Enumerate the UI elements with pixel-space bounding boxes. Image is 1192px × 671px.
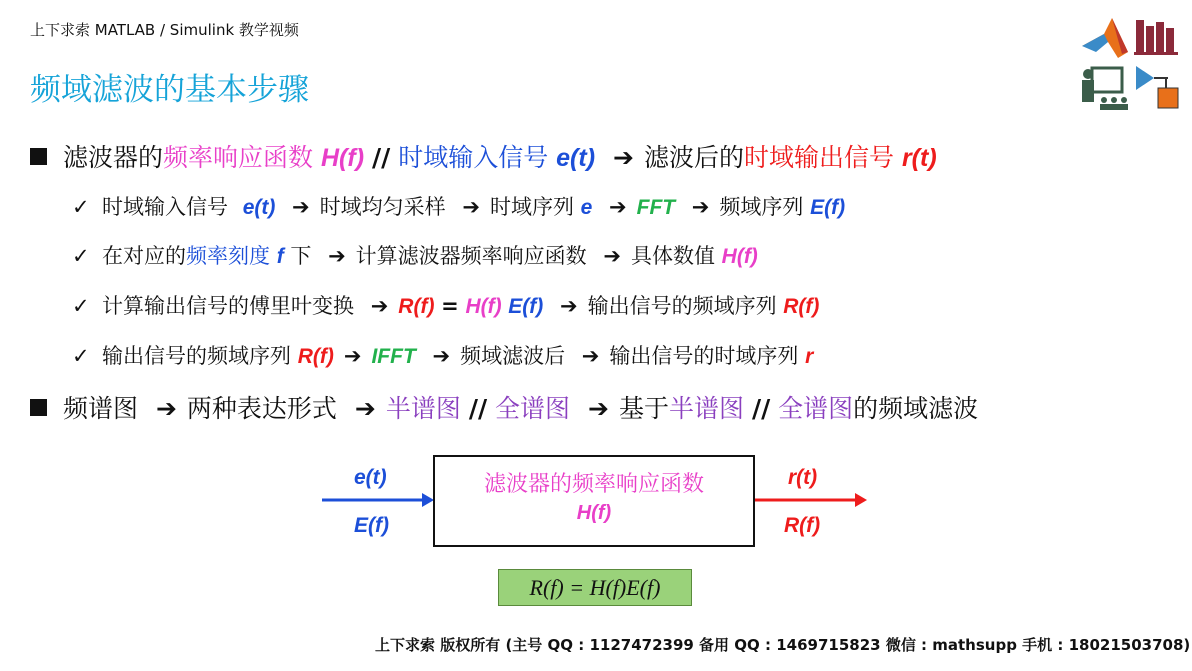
arrow-right-icon: ➔ <box>370 294 389 318</box>
arrow-right-icon: ➔ <box>588 394 609 423</box>
b1-rt: r(t) <box>901 144 937 172</box>
filter-box <box>433 455 755 547</box>
s3-a: 计算输出信号的傅里叶变换 <box>102 294 354 318</box>
s3-f: 输出信号的频域序列 <box>587 294 777 318</box>
arrow-right-icon: ➔ <box>603 244 621 268</box>
arrow-right-icon: ➔ <box>354 394 376 423</box>
b1-text-5: 时域输出信号 <box>743 143 894 172</box>
s3-g: R(f) <box>783 295 820 318</box>
arrow-right-icon: ➔ <box>559 294 578 318</box>
b2-h: // <box>751 394 771 423</box>
check-icon: ✓ <box>72 344 90 368</box>
s2-f: 具体数值 <box>630 244 715 268</box>
filter-box-title: 滤波器的频率响应函数 <box>483 472 704 497</box>
s3-d: H(f) <box>465 295 502 318</box>
s1-c: 时域均匀采样 <box>319 195 446 219</box>
s1-g: 频域序列 <box>719 195 804 219</box>
footer-copyright: 上下求索 版权所有 (主号 QQ : 1127472399 备用 QQ : 1469715823 微信 : mathsupp 手机 : 18021503708) <box>375 636 1191 654</box>
check-icon: ✓ <box>72 195 90 219</box>
s1-e: e <box>580 196 593 219</box>
check-icon: ✓ <box>72 244 90 268</box>
slide-title: 频域滤波的基本步骤 <box>30 72 309 108</box>
output-label-time: r(t) <box>788 466 818 489</box>
output-arrowhead <box>855 493 867 507</box>
b1-hf: H(f) <box>320 144 365 172</box>
b1-text-1: 滤波器的 <box>63 143 164 172</box>
b2-f: 基于 <box>618 394 669 423</box>
check-icon: ✓ <box>72 294 90 318</box>
s2-d: 下 <box>290 244 312 268</box>
arrow-right-icon: ➔ <box>155 394 177 423</box>
b1-text-2: 频率响应函数 <box>163 143 314 172</box>
s1-a: 时域输入信号 <box>102 195 228 219</box>
s3-c: = <box>441 294 459 318</box>
s1-f: FFT <box>636 196 676 219</box>
arrow-right-icon: ➔ <box>343 344 362 368</box>
b1-text-4: 滤波后的 <box>643 143 744 172</box>
s2-a: 在对应的 <box>102 244 186 268</box>
s4-e: 输出信号的时域序列 <box>609 344 799 368</box>
arrow-right-icon: ➔ <box>613 143 634 172</box>
filter-box-hf: H(f) <box>576 502 612 524</box>
arrow-right-icon: ➔ <box>691 195 710 219</box>
arrow-right-icon: ➔ <box>292 195 310 219</box>
header-text: 上下求索 MATLAB / Simulink 教学视频 <box>30 21 299 39</box>
s4-f: r <box>805 345 814 368</box>
s3-e: E(f) <box>508 295 544 318</box>
formula-box <box>498 569 692 606</box>
s3-b: R(f) <box>398 295 435 318</box>
b2-e: 全谱图 <box>495 394 571 423</box>
b2-c: 半谱图 <box>385 394 461 423</box>
arrow-right-icon: ➔ <box>432 344 451 368</box>
arrow-right-icon: ➔ <box>462 195 480 219</box>
b2-b: 两种表达形式 <box>186 394 337 423</box>
b1-text-3: 时域输入信号 <box>398 143 549 172</box>
s4-a: 输出信号的频域序列 <box>102 344 291 368</box>
s4-b: R(f) <box>297 345 334 368</box>
b1-et: e(t) <box>556 144 596 172</box>
arrow-right-icon: ➔ <box>328 244 346 268</box>
output-label-freq: R(f) <box>784 514 821 537</box>
s2-c: f <box>276 245 284 268</box>
b2-g: 半谱图 <box>668 394 744 423</box>
s1-h: E(f) <box>810 196 846 219</box>
b1-sep: // <box>371 143 391 172</box>
s2-g: H(f) <box>721 245 758 268</box>
s1-b: e(t) <box>242 196 276 219</box>
s4-d: 频域滤波后 <box>460 344 566 368</box>
b2-a: 频谱图 <box>63 394 139 423</box>
input-label-time: e(t) <box>354 466 387 489</box>
b2-j: 的频域滤波 <box>853 394 979 423</box>
formula-text: R(f) = H(f)E(f) <box>529 575 661 600</box>
s1-d: 时域序列 <box>489 195 574 219</box>
arrow-right-icon: ➔ <box>581 344 600 368</box>
b2-i: 全谱图 <box>778 394 854 423</box>
s2-b: 频率刻度 <box>186 244 270 268</box>
arrow-right-icon: ➔ <box>609 195 627 219</box>
b2-d: // <box>468 394 488 423</box>
s2-e: 计算滤波器频率响应函数 <box>355 244 587 268</box>
input-label-freq: E(f) <box>354 514 389 537</box>
s4-c: IFFT <box>371 345 416 368</box>
